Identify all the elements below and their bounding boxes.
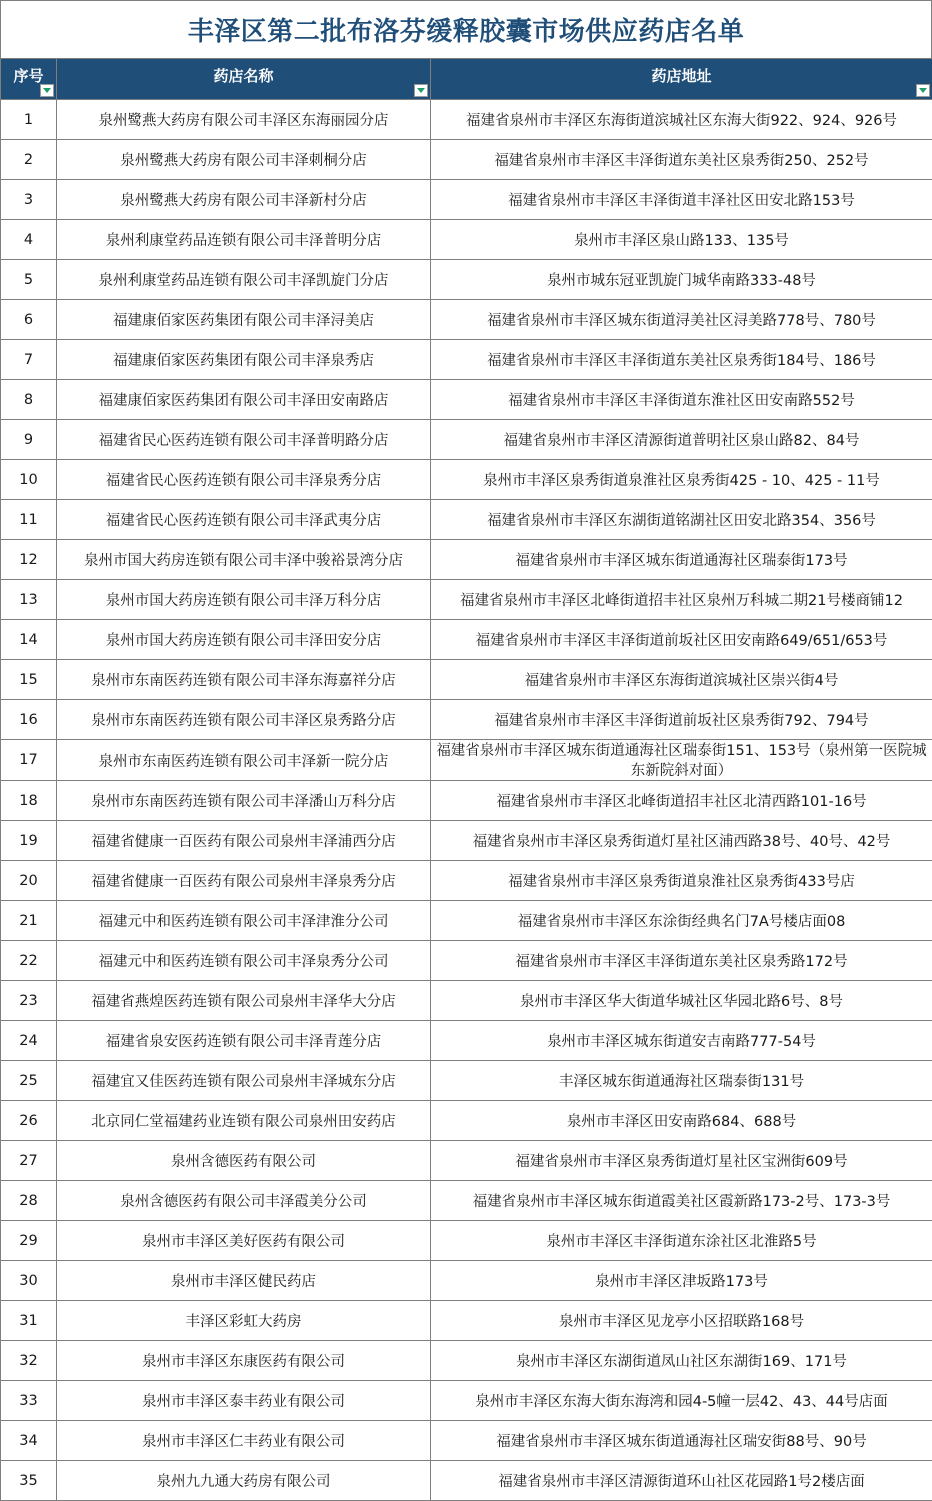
pharmacy-name-cell[interactable]: 福建宜又佳医药连锁有限公司泉州丰泽城东分店 — [57, 1061, 431, 1101]
row-index-cell[interactable]: 10 — [1, 460, 57, 500]
pharmacy-name-cell[interactable]: 泉州市丰泽区泰丰药业有限公司 — [57, 1381, 431, 1421]
pharmacy-name-cell[interactable]: 福建省泉安医药连锁有限公司丰泽青莲分店 — [57, 1021, 431, 1061]
pharmacy-address-cell[interactable]: 泉州市丰泽区津坂路173号 — [431, 1261, 932, 1301]
column-header-address — [431, 59, 932, 100]
pharmacy-address-text: 福建省泉州市丰泽区城东街道通海社区瑞泰街151、153号（泉州第一医院城东新院斜对面） — [433, 741, 930, 779]
pharmacy-name-cell[interactable]: 泉州市东南医药连锁有限公司丰泽新一院分店 — [57, 740, 431, 781]
row-index-cell[interactable]: 30 — [1, 1261, 57, 1301]
pharmacy-address-cell[interactable]: 泉州市丰泽区田安南路684、688号 — [431, 1101, 932, 1141]
table-row — [1, 460, 932, 500]
row-index-cell[interactable]: 35 — [1, 1461, 57, 1501]
table-row — [1, 1381, 932, 1421]
column-header-index — [1, 59, 57, 100]
table-row — [1, 821, 932, 861]
pharmacy-address-cell[interactable]: 泉州市丰泽区华大街道华城社区华园北路6号、8号 — [431, 981, 932, 1021]
pharmacy-name-cell[interactable]: 福建元中和医药连锁有限公司丰泽津淮分公司 — [57, 901, 431, 941]
pharmacy-name-cell[interactable]: 泉州利康堂药品连锁有限公司丰泽普明分店 — [57, 220, 431, 260]
row-index-cell[interactable]: 17 — [1, 740, 57, 781]
table-row — [1, 380, 932, 420]
pharmacy-address-cell[interactable]: 福建省泉州市丰泽区清源街道环山社区花园路1号2楼店面 — [431, 1461, 932, 1501]
pharmacy-address-cell[interactable]: 福建省泉州市丰泽区丰泽街道东美社区泉秀街250、252号 — [431, 140, 932, 180]
table-row — [1, 660, 932, 700]
table-row — [1, 300, 932, 340]
row-index-cell[interactable]: 13 — [1, 580, 57, 620]
row-index-cell[interactable]: 34 — [1, 1421, 57, 1461]
table-row — [1, 540, 932, 580]
pharmacy-address-cell[interactable]: 泉州市丰泽区泉山路133、135号 — [431, 220, 932, 260]
table-row — [1, 180, 932, 220]
table-row — [1, 1461, 932, 1501]
pharmacy-address-cell[interactable]: 福建省泉州市丰泽区东涂街经典名门7A号楼店面08 — [431, 901, 932, 941]
column-header-label: 药店地址 — [651, 67, 711, 85]
pharmacy-name-cell[interactable]: 泉州市丰泽区美好医药有限公司 — [57, 1221, 431, 1261]
row-index-cell[interactable]: 25 — [1, 1061, 57, 1101]
pharmacy-table — [0, 58, 932, 1501]
filter-dropdown-button[interactable] — [414, 84, 428, 97]
row-index-cell[interactable]: 5 — [1, 260, 57, 300]
table-row — [1, 1301, 932, 1341]
row-index-cell[interactable]: 20 — [1, 861, 57, 901]
filter-dropdown-button[interactable] — [40, 84, 54, 97]
table-row — [1, 861, 932, 901]
pharmacy-name-cell[interactable]: 泉州含德医药有限公司 — [57, 1141, 431, 1181]
table-row — [1, 500, 932, 540]
pharmacy-name-cell[interactable]: 丰泽区彩虹大药房 — [57, 1301, 431, 1341]
table-row — [1, 1341, 932, 1381]
pharmacy-name-cell[interactable]: 福建省民心医药连锁有限公司丰泽武夷分店 — [57, 500, 431, 540]
pharmacy-name-cell[interactable]: 泉州市东南医药连锁有限公司丰泽潘山万科分店 — [57, 781, 431, 821]
pharmacy-address-cell[interactable]: 福建省泉州市丰泽区东海街道滨城社区崇兴街4号 — [431, 660, 932, 700]
table-row — [1, 981, 932, 1021]
pharmacy-address-cell[interactable]: 福建省泉州市丰泽区丰泽街道东美社区泉秀路172号 — [431, 941, 932, 981]
table-row — [1, 700, 932, 740]
row-index-cell[interactable]: 6 — [1, 300, 57, 340]
row-index-cell[interactable]: 23 — [1, 981, 57, 1021]
row-index-cell[interactable]: 11 — [1, 500, 57, 540]
pharmacy-name-cell[interactable]: 福建康佰家医药集团有限公司丰泽田安南路店 — [57, 380, 431, 420]
table-row — [1, 1021, 932, 1061]
chevron-down-icon — [43, 88, 51, 93]
pharmacy-name-cell[interactable]: 泉州鹭燕大药房有限公司丰泽刺桐分店 — [57, 140, 431, 180]
pharmacy-address-cell[interactable]: 福建省泉州市丰泽区丰泽街道东美社区泉秀街184号、186号 — [431, 340, 932, 380]
row-index-cell[interactable]: 29 — [1, 1221, 57, 1261]
pharmacy-name-cell[interactable]: 福建省民心医药连锁有限公司丰泽泉秀分店 — [57, 460, 431, 500]
filter-dropdown-button[interactable] — [916, 84, 930, 97]
pharmacy-address-cell[interactable]: 福建省泉州市丰泽区丰泽街道前坂社区田安南路649/651/653号 — [431, 620, 932, 660]
row-index-cell[interactable]: 12 — [1, 540, 57, 580]
table-row — [1, 901, 932, 941]
pharmacy-address-cell[interactable]: 泉州市丰泽区见龙亭小区招联路168号 — [431, 1301, 932, 1341]
pharmacy-name-cell[interactable]: 福建康佰家医药集团有限公司丰泽泉秀店 — [57, 340, 431, 380]
table-row — [1, 100, 932, 140]
table-row — [1, 420, 932, 460]
pharmacy-name-cell[interactable]: 泉州市丰泽区仁丰药业有限公司 — [57, 1421, 431, 1461]
table-row — [1, 1261, 932, 1301]
pharmacy-name-cell[interactable]: 北京同仁堂福建药业连锁有限公司泉州田安药店 — [57, 1101, 431, 1141]
pharmacy-name-cell[interactable]: 泉州市国大药房连锁有限公司丰泽田安分店 — [57, 620, 431, 660]
chevron-down-icon — [919, 88, 927, 93]
pharmacy-name-cell[interactable]: 福建省燕煌医药连锁有限公司泉州丰泽华大分店 — [57, 981, 431, 1021]
pharmacy-address-cell[interactable]: 福建省泉州市丰泽区城东街道通海社区瑞安街88号、90号 — [431, 1421, 932, 1461]
pharmacy-address-cell[interactable]: 福建省泉州市丰泽区丰泽街道前坂社区泉秀街792、794号 — [431, 700, 932, 740]
pharmacy-name-cell[interactable]: 泉州市东南医药连锁有限公司丰泽区泉秀路分店 — [57, 700, 431, 740]
row-index-cell[interactable]: 26 — [1, 1101, 57, 1141]
page-title: 丰泽区第二批布洛芬缓释胶囊市场供应药店名单 — [188, 11, 745, 48]
pharmacy-name-cell[interactable]: 泉州市国大药房连锁有限公司丰泽中骏裕景湾分店 — [57, 540, 431, 580]
pharmacy-name-cell[interactable]: 泉州九九通大药房有限公司 — [57, 1461, 431, 1501]
row-index-cell[interactable]: 18 — [1, 781, 57, 821]
table-row — [1, 340, 932, 380]
pharmacy-address-cell[interactable]: 泉州市城东冠亚凯旋门城华南路333-48号 — [431, 260, 932, 300]
table-row — [1, 781, 932, 821]
row-index-cell[interactable]: 33 — [1, 1381, 57, 1421]
column-header-label: 药店名称 — [213, 67, 273, 85]
pharmacy-name-cell[interactable]: 福建省民心医药连锁有限公司丰泽普明路分店 — [57, 420, 431, 460]
pharmacy-address-cell[interactable] — [431, 740, 932, 781]
table-row — [1, 1061, 932, 1101]
row-index-cell[interactable]: 1 — [1, 100, 57, 140]
table-row — [1, 580, 932, 620]
table-row — [1, 1141, 932, 1181]
pharmacy-address-cell[interactable]: 福建省泉州市丰泽区清源街道普明社区泉山路82、84号 — [431, 420, 932, 460]
pharmacy-name-cell[interactable]: 泉州鹭燕大药房有限公司丰泽区东海丽园分店 — [57, 100, 431, 140]
pharmacy-address-cell[interactable]: 泉州市丰泽区丰泽街道东涂社区北淮路5号 — [431, 1221, 932, 1261]
pharmacy-address-cell[interactable]: 福建省泉州市丰泽区城东街道浔美社区浔美路778号、780号 — [431, 300, 932, 340]
pharmacy-address-cell[interactable]: 福建省泉州市丰泽区城东街道通海社区瑞泰街173号 — [431, 540, 932, 580]
pharmacy-address-cell[interactable]: 福建省泉州市丰泽区城东街道霞美社区霞新路173-2号、173-3号 — [431, 1181, 932, 1221]
row-index-cell[interactable]: 3 — [1, 180, 57, 220]
pharmacy-name-cell[interactable]: 福建省健康一百医药有限公司泉州丰泽泉秀分店 — [57, 861, 431, 901]
pharmacy-address-cell[interactable]: 福建省泉州市丰泽区丰泽街道丰泽社区田安北路153号 — [431, 180, 932, 220]
chevron-down-icon — [417, 88, 425, 93]
pharmacy-address-cell[interactable]: 福建省泉州市丰泽区北峰街道招丰社区泉州万科城二期21号楼商铺12 — [431, 580, 932, 620]
pharmacy-address-cell[interactable]: 泉州市丰泽区城东街道安吉南路777-54号 — [431, 1021, 932, 1061]
table-row — [1, 1221, 932, 1261]
row-index-cell[interactable]: 24 — [1, 1021, 57, 1061]
pharmacy-name-cell[interactable]: 泉州利康堂药品连锁有限公司丰泽凯旋门分店 — [57, 260, 431, 300]
pharmacy-name-cell[interactable]: 泉州市丰泽区东康医药有限公司 — [57, 1341, 431, 1381]
pharmacy-name-cell[interactable]: 福建省健康一百医药有限公司泉州丰泽浦西分店 — [57, 821, 431, 861]
row-index-cell[interactable]: 4 — [1, 220, 57, 260]
row-index-cell[interactable]: 8 — [1, 380, 57, 420]
pharmacy-name-cell[interactable]: 福建康佰家医药集团有限公司丰泽浔美店 — [57, 300, 431, 340]
table-row — [1, 1101, 932, 1141]
column-header-name — [57, 59, 431, 100]
pharmacy-address-cell[interactable]: 福建省泉州市丰泽区东湖街道铭湖社区田安北路354、356号 — [431, 500, 932, 540]
pharmacy-address-cell[interactable]: 福建省泉州市丰泽区泉秀街道泉淮社区泉秀街433号店 — [431, 861, 932, 901]
row-index-cell[interactable]: 31 — [1, 1301, 57, 1341]
header-row — [1, 59, 932, 100]
pharmacy-name-cell[interactable]: 泉州市东南医药连锁有限公司丰泽东海嘉祥分店 — [57, 660, 431, 700]
row-index-cell[interactable]: 19 — [1, 821, 57, 861]
table-row — [1, 260, 932, 300]
pharmacy-name-cell[interactable]: 泉州市丰泽区健民药店 — [57, 1261, 431, 1301]
pharmacy-name-cell[interactable]: 泉州含德医药有限公司丰泽霞美分公司 — [57, 1181, 431, 1221]
table-row — [1, 140, 932, 180]
row-index-cell[interactable]: 15 — [1, 660, 57, 700]
row-index-cell[interactable]: 7 — [1, 340, 57, 380]
column-header-label: 序号 — [13, 67, 43, 85]
pharmacy-name-cell[interactable]: 泉州鹭燕大药房有限公司丰泽新村分店 — [57, 180, 431, 220]
pharmacy-address-cell[interactable]: 泉州市丰泽区泉秀街道泉淮社区泉秀街425 - 10、425 - 11号 — [431, 460, 932, 500]
row-index-cell[interactable]: 21 — [1, 901, 57, 941]
table-row — [1, 740, 932, 781]
row-index-cell[interactable]: 2 — [1, 140, 57, 180]
table-body — [1, 100, 932, 1501]
pharmacy-name-cell[interactable]: 福建元中和医药连锁有限公司丰泽泉秀分公司 — [57, 941, 431, 981]
table-row — [1, 941, 932, 981]
pharmacy-address-cell[interactable]: 丰泽区城东街道通海社区瑞泰街131号 — [431, 1061, 932, 1101]
pharmacy-address-cell[interactable]: 福建省泉州市丰泽区东海街道滨城社区东海大街922、924、926号 — [431, 100, 932, 140]
pharmacy-name-cell[interactable]: 泉州市国大药房连锁有限公司丰泽万科分店 — [57, 580, 431, 620]
row-index-cell[interactable]: 22 — [1, 941, 57, 981]
row-index-cell[interactable]: 16 — [1, 700, 57, 740]
row-index-cell[interactable]: 14 — [1, 620, 57, 660]
title-bar — [0, 0, 932, 58]
pharmacy-address-cell[interactable]: 泉州市丰泽区东海大街东海湾和园4-5幢一层42、43、44号店面 — [431, 1381, 932, 1421]
pharmacy-address-cell[interactable]: 泉州市丰泽区东湖街道凤山社区东湖街169、171号 — [431, 1341, 932, 1381]
table-row — [1, 620, 932, 660]
row-index-cell[interactable]: 32 — [1, 1341, 57, 1381]
pharmacy-address-cell[interactable]: 福建省泉州市丰泽区泉秀街道灯星社区浦西路38号、40号、42号 — [431, 821, 932, 861]
table-row — [1, 1181, 932, 1221]
table-row — [1, 220, 932, 260]
pharmacy-address-cell[interactable]: 福建省泉州市丰泽区丰泽街道东淮社区田安南路552号 — [431, 380, 932, 420]
pharmacy-address-cell[interactable]: 福建省泉州市丰泽区北峰街道招丰社区北清西路101-16号 — [431, 781, 932, 821]
row-index-cell[interactable]: 9 — [1, 420, 57, 460]
table-row — [1, 1421, 932, 1461]
row-index-cell[interactable]: 28 — [1, 1181, 57, 1221]
pharmacy-address-cell[interactable]: 福建省泉州市丰泽区泉秀街道灯星社区宝洲街609号 — [431, 1141, 932, 1181]
row-index-cell[interactable]: 27 — [1, 1141, 57, 1181]
